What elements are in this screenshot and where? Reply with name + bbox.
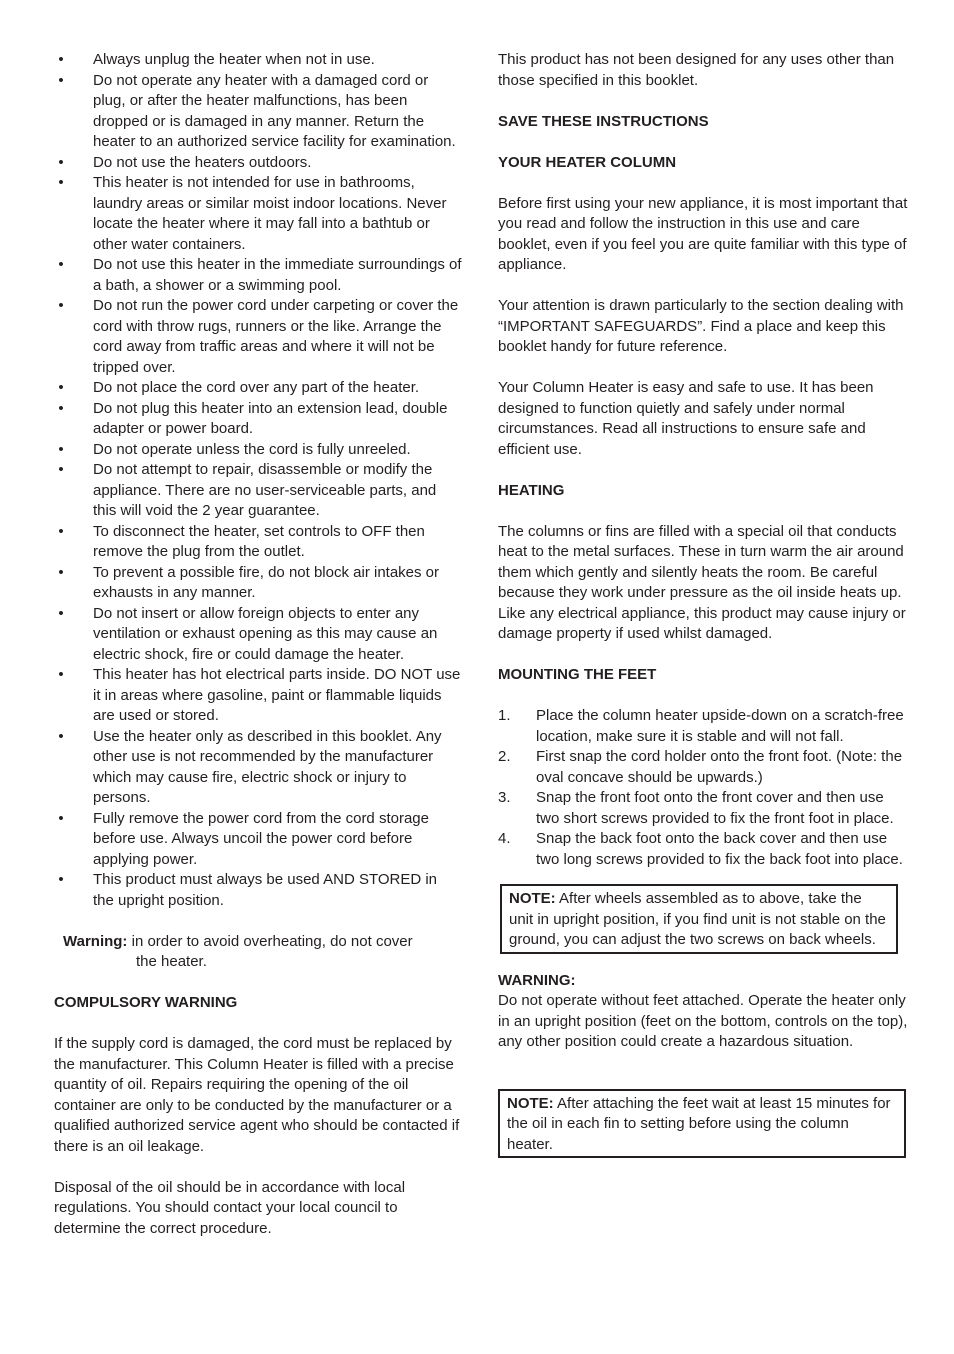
mounting-feet-heading: MOUNTING THE FEET — [498, 666, 657, 683]
list-item — [54, 296, 462, 378]
list-item-text: Do not operate unless the cord is fully unreeled. — [93, 440, 411, 458]
bullet-icon: • — [58, 153, 64, 171]
list-item-text: This product must always be used AND STORED in the upright position. — [93, 871, 438, 909]
list-item — [54, 460, 462, 522]
list-item-text: Always unplug the heater when not in use. — [93, 51, 375, 68]
safety-bullet-list — [54, 50, 462, 911]
bullet-icon: • — [58, 666, 64, 683]
bullet-icon: • — [58, 440, 64, 458]
left-column — [54, 50, 462, 1239]
warning-text-line1: in order to avoid overheating, do not cover — [131, 932, 413, 950]
list-item — [54, 71, 462, 153]
wheels-note-box — [500, 884, 898, 954]
list-item-text: Do not attempt to repair, disassemble or modify the appliance. There are no user-serviceable parts, and this will void the 2 year guarantee. — [93, 461, 437, 519]
warning-label: Warning: — [63, 932, 128, 950]
step-text: Place the column heater upside-down on a scratch-free location, make sure it is stable and will not fall. — [536, 707, 904, 745]
list-item — [54, 153, 462, 174]
bullet-icon: • — [58, 297, 64, 314]
list-item — [54, 399, 462, 440]
list-item-text: Do not operate any heater with a damaged cord or plug, or after the heater malfunctions, has been dropped or is damaged in any manner. Return the heater to an authorized service facility for examination. — [93, 71, 456, 150]
list-item-text: Do not use this heater in the immediate surroundings of a bath, a shower or a swimming pool. — [93, 256, 462, 294]
note-label: NOTE: — [507, 1094, 554, 1112]
list-item — [54, 522, 462, 563]
warning-text-line2: the heater. — [136, 953, 207, 970]
compulsory-warning-heading: COMPULSORY WARNING — [54, 994, 238, 1011]
bullet-icon: • — [58, 174, 64, 191]
bullet-icon: • — [58, 379, 64, 396]
bullet-icon: • — [58, 461, 64, 478]
feet-note-box — [498, 1089, 906, 1159]
list-item-text: This heater is not intended for use in bathrooms, laundry areas or similar moist indoor locations. Never locate the heater where it may fall into a bathtub or other water containers. — [93, 174, 447, 253]
list-item — [498, 706, 908, 747]
list-item-text: Do not plug this heater into an extension lead, double adapter or power board. — [93, 399, 448, 437]
list-item-text: Do not insert or allow foreign objects to enter any ventilation or exhaust opening as this may cause an electric shock, fire or could damage the heater. — [93, 604, 438, 663]
list-item — [54, 809, 462, 871]
step-text: Snap the front foot onto the front cover and then use two short screws provided to fix the front foot in place. — [536, 789, 894, 827]
note-text: After attaching the feet wait at least 15 minutes for the oil in each fin to setting before using the column heater. — [507, 1094, 891, 1153]
oil-disposal-text: Disposal of the oil should be in accordance with local regulations. You should contact your local council to determine the correct procedure. — [54, 1178, 406, 1237]
bullet-icon: • — [58, 604, 64, 622]
heater-paragraph-3: Your Column Heater is easy and safe to use. It has been designed to function quietly and safely under normal circumstances. Read all instructions to ensure safe and efficient use. — [498, 379, 874, 458]
compulsory-warning-text: If the supply cord is damaged, the cord must be replaced by the manufacturer. This Column Heater is filled with a precise quantity of oil. Repairs requiring the opening of the oil container are only to be conducted by the manufacturer or a qualified authorized service agent who should be contacted if there is an oil leakage. — [54, 1035, 460, 1155]
step-number: 4. — [498, 830, 511, 847]
step-number: 2. — [498, 748, 511, 765]
list-item-text: Use the heater only as described in this booklet. Any other use is not recommended by the manufacturer which may cause fire, electric shock or injury to persons. — [93, 727, 442, 806]
list-item — [54, 563, 462, 604]
bullet-icon: • — [58, 71, 64, 89]
list-item-text: To prevent a possible fire, do not block air intakes or exhausts in any manner. — [93, 563, 440, 601]
note-label: NOTE: — [509, 890, 556, 907]
bullet-icon: • — [58, 871, 64, 888]
list-item — [54, 255, 462, 296]
bullet-icon: • — [58, 727, 64, 745]
list-item — [498, 747, 908, 788]
list-item-text: Do not place the cord over any part of the heater. — [93, 379, 420, 396]
list-item-text: To disconnect the heater, set controls to OFF then remove the plug from the outlet. — [93, 522, 425, 560]
list-item-text: Fully remove the power cord from the cord storage before use. Always uncoil the power cord before applying power. — [93, 809, 429, 868]
bullet-icon: • — [58, 563, 64, 581]
overheating-warning — [54, 932, 462, 973]
list-item-text: Do not run the power cord under carpeting or cover the cord with throw rugs, runners or the like. Arrange the cord away from traffic areas and where it will not be tripped over. — [93, 297, 459, 376]
list-item — [54, 727, 462, 809]
list-item — [54, 440, 462, 461]
step-text: First snap the cord holder onto the front foot. (Note: the oval concave should be upwards.) — [536, 748, 903, 786]
heating-heading: HEATING — [498, 481, 565, 499]
bullet-icon: • — [58, 522, 64, 540]
bullet-icon: • — [58, 51, 64, 68]
heating-text: The columns or fins are filled with a special oil that conducts heat to the metal surfaces. These in turn warm the air around them which gently and silently heats the room. Be careful because they work under pressure as the oil inside heats up. Like any electrical appliance, this product may cause injury or damage property if used whilst damaged. — [498, 522, 906, 642]
list-item — [54, 665, 462, 727]
step-number: 3. — [498, 789, 511, 806]
list-item — [498, 829, 908, 870]
warning-heading: WARNING: — [498, 971, 576, 989]
list-item — [498, 788, 908, 829]
list-item-text: Do not use the heaters outdoors. — [93, 153, 312, 171]
bullet-icon: • — [58, 809, 64, 827]
mounting-steps-list — [498, 706, 908, 870]
note-text: After wheels assembled as to above, take the unit in upright position, if you find unit is not stable on the ground, you can adjust the two screws on back wheels. — [509, 890, 886, 948]
bullet-icon: • — [58, 399, 64, 417]
heater-paragraph-2: Your attention is drawn particularly to the section dealing with “IMPORTANT SAFEGUARDS”. Find a place and keep this booklet handy for future reference. — [498, 297, 904, 355]
intro-text: This product has not been designed for any uses other than those specified in this booklet. — [498, 51, 895, 89]
list-item — [54, 50, 462, 71]
feet-warning-text: Do not operate without feet attached. Operate the heater only in an upright position (feet on the bottom, controls on the top), any other position could create a hazardous situation. — [498, 992, 908, 1050]
step-text: Snap the back foot onto the back cover and then use two long screws provided to fix the back foot into place. — [536, 830, 903, 868]
heater-column-heading: YOUR HEATER COLUMN — [498, 153, 677, 171]
bullet-icon: • — [58, 256, 64, 273]
step-number: 1. — [498, 707, 511, 724]
list-item — [54, 173, 462, 255]
list-item-text: This heater has hot electrical parts inside. DO NOT use it in areas where gasoline, paint or flammable liquids are used or stored. — [93, 666, 461, 724]
save-instructions-heading: SAVE THESE INSTRUCTIONS — [498, 112, 709, 130]
heater-paragraph-1: Before first using your new appliance, it is most important that you read and follow the instruction in this use and care booklet, even if you feel you are quite familiar with this type of appliance. — [498, 194, 908, 273]
list-item — [54, 870, 462, 911]
list-item — [54, 604, 462, 666]
list-item — [54, 378, 462, 399]
right-column — [498, 50, 908, 1158]
